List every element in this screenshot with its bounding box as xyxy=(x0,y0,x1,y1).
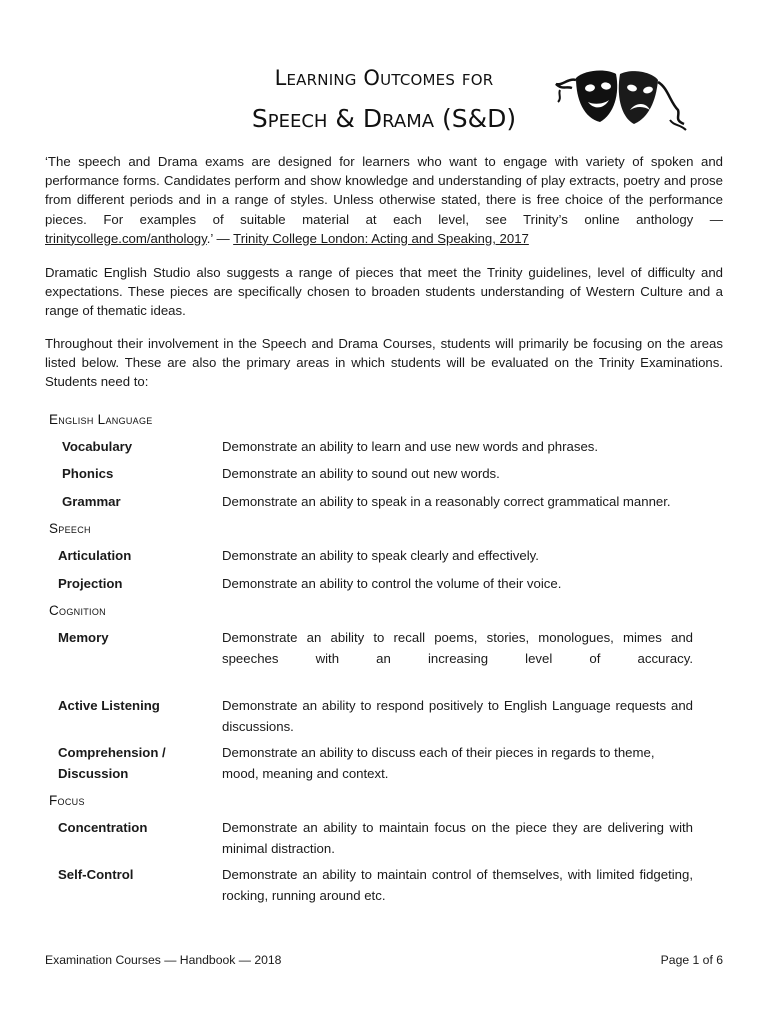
term-active-listening: Active Listening xyxy=(58,698,160,713)
title-line-2: Speech & Drama (S&D) xyxy=(251,104,517,133)
term-memory: Memory xyxy=(58,630,109,645)
term-grammar: Grammar xyxy=(62,494,121,509)
desc-self-control: Demonstrate an ability to maintain control of themselves, with limited fidgeting, rocking, running around etc. xyxy=(222,867,693,903)
studio-paragraph: Dramatic English Studio also suggests a range of pieces that meet the Trinity guidelines, level of difficulty and expectations. These pieces are specifically chosen to broaden students understanding of Western Culture and a range of thematic ideas. xyxy=(45,265,723,319)
desc-projection: Demonstrate an ability to control the volume of their voice. xyxy=(222,576,562,591)
source-link[interactable]: Trinity College London: Acting and Speaking, 2017 xyxy=(233,230,529,246)
term-phonics: Phonics xyxy=(62,466,114,481)
title-line-1: Learning Outcomes for xyxy=(274,66,494,90)
term-self-control: Self-Control xyxy=(58,867,134,882)
desc-grammar: Demonstrate an ability to speak in a reasonably correct grammatical manner. xyxy=(222,494,671,509)
term-projection: Projection xyxy=(58,576,123,591)
desc-comprehension-discussion: Demonstrate an ability to discuss each of their pieces in regards to theme, mood, meaning and context. xyxy=(222,745,655,781)
focus-areas-paragraph: Throughout their involvement in the Speech and Drama Courses, students will primarily be focusing on the areas listed below. These are also the primary areas in which students will be evaluated on the Trinity Examinations. Students need to: xyxy=(45,336,723,390)
footer-handbook-label: Examination Courses — Handbook — 2018 xyxy=(45,953,282,967)
term-articulation: Articulation xyxy=(58,548,132,563)
desc-active-listening: Demonstrate an ability to respond positively to English Language requests and discussions. xyxy=(222,698,693,734)
section-heading-focus: Focus xyxy=(49,793,85,808)
footer-page-number: Page 1 of 6 xyxy=(660,953,723,967)
term-comprehension-discussion: Comprehension / Discussion xyxy=(58,745,166,781)
desc-phonics: Demonstrate an ability to sound out new words. xyxy=(222,466,500,481)
term-vocabulary: Vocabulary xyxy=(62,439,133,454)
desc-concentration: Demonstrate an ability to maintain focus on the piece they are delivering with minimal distraction. xyxy=(222,820,693,856)
anthology-link[interactable]: trinitycollege.com/anthology xyxy=(45,230,207,246)
desc-vocabulary: Demonstrate an ability to learn and use new words and phrases. xyxy=(222,439,599,454)
intro-quote-paragraph xyxy=(45,152,723,248)
term-concentration: Concentration xyxy=(58,820,148,835)
desc-articulation: Demonstrate an ability to speak clearly and effectively. xyxy=(222,548,539,563)
intro-quote-text: ‘The speech and Drama exams are designed for learners who want to engage with variety of spoken and performance forms. Candidates perform and show knowledge and understanding of play extracts, poetry and prose from different periods and in a range of styles. Unless otherwise stated, there is free choice of the performance pieces. For examples of suitable material at each level, see Trinity’s online anthology — xyxy=(45,154,723,227)
section-heading-speech: Speech xyxy=(49,521,91,536)
quote-close: .’ — xyxy=(206,230,234,246)
theatre-masks-icon xyxy=(554,64,688,134)
section-heading-english-language: English Language xyxy=(49,412,153,427)
section-heading-cognition: Cognition xyxy=(49,603,106,618)
desc-memory: Demonstrate an ability to recall poems, stories, monologues, mimes and speeches with an increasing level of accuracy. xyxy=(222,630,693,666)
